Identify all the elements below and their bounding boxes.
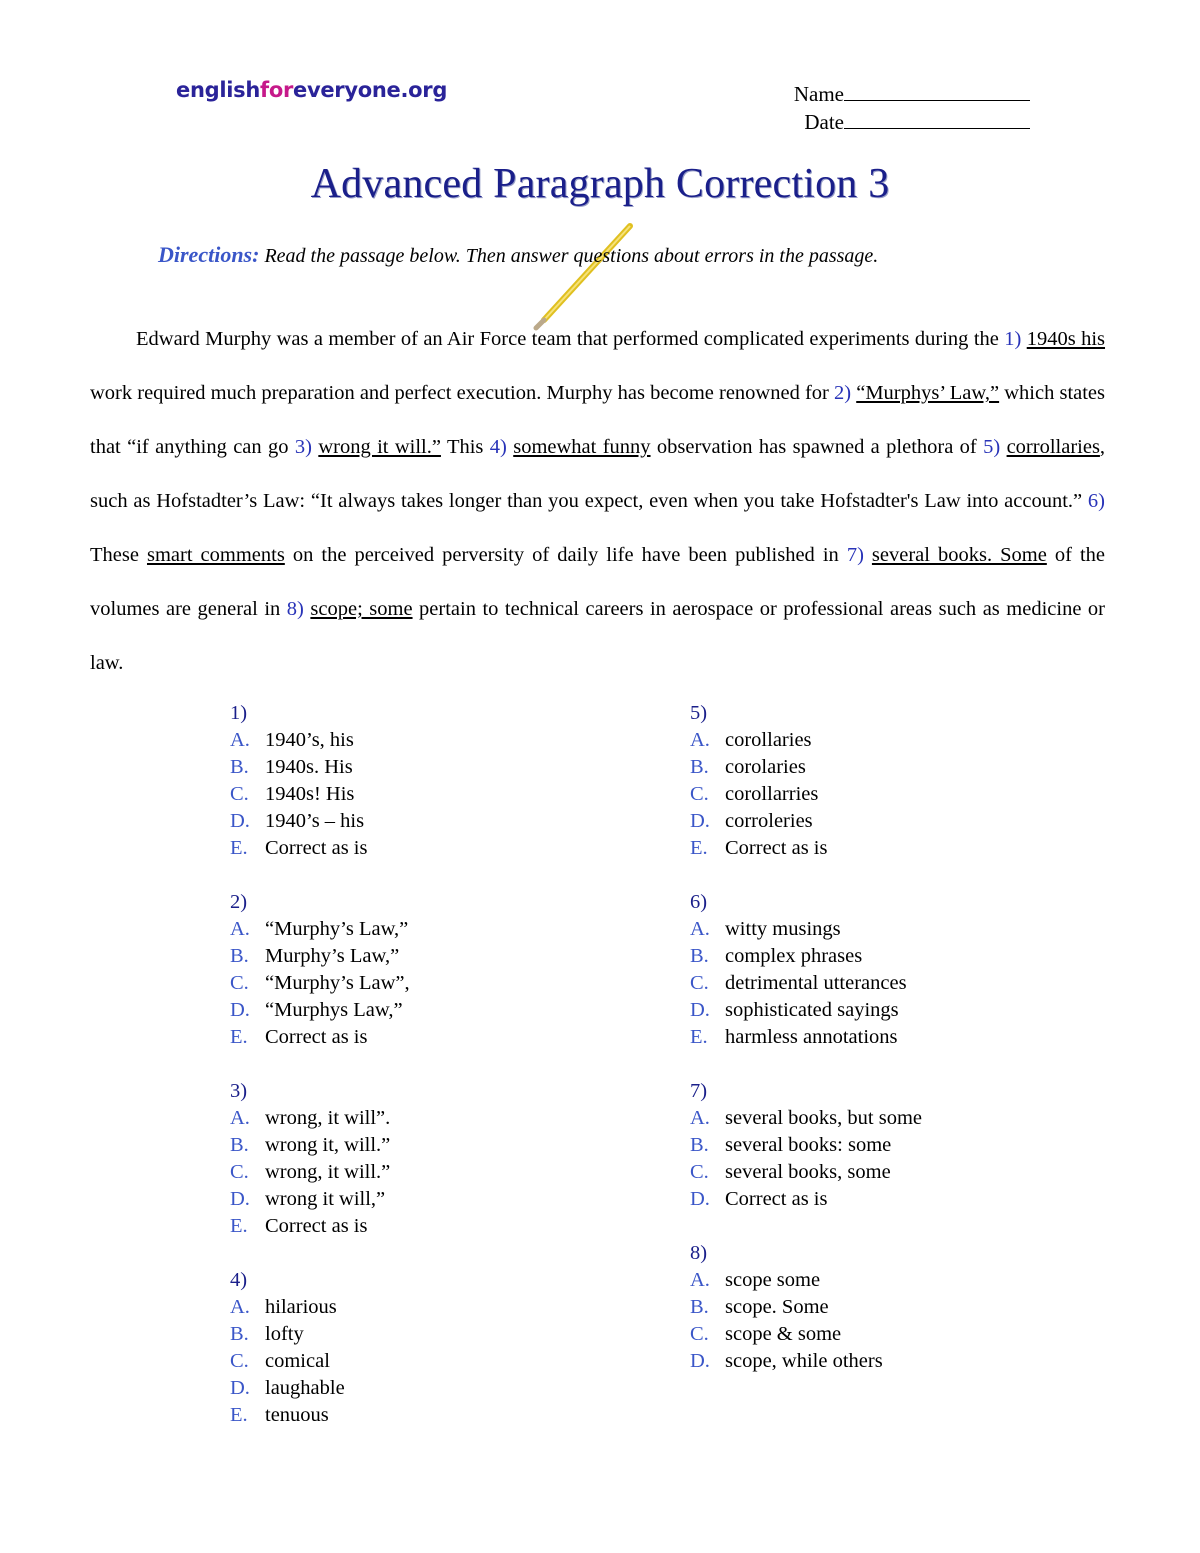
answer-option[interactable]	[690, 781, 922, 808]
answer-option[interactable]	[690, 808, 922, 835]
option-text: laughable	[265, 1377, 345, 1399]
option-text: “Murphy’s Law,”	[265, 918, 409, 940]
answer-option[interactable]	[690, 1132, 922, 1159]
option-text: detrimental utterances	[725, 972, 907, 994]
option-letter: B.	[230, 1323, 249, 1345]
option-letter: C.	[230, 972, 249, 994]
answer-option[interactable]	[230, 835, 410, 862]
name-line	[760, 80, 1030, 108]
option-text: Correct as is	[265, 837, 368, 859]
option-text: scope. Some	[725, 1296, 829, 1318]
option-letter: B.	[230, 756, 249, 778]
option-text: 1940s. His	[265, 756, 353, 778]
option-letter: D.	[690, 810, 710, 832]
answer-option[interactable]	[230, 1375, 410, 1402]
option-text: harmless annotations	[725, 1026, 898, 1048]
directions	[158, 242, 878, 268]
logo-part-english: english	[176, 78, 260, 102]
option-text: wrong, it will”.	[265, 1107, 391, 1129]
option-letter: A.	[690, 918, 710, 940]
answer-option[interactable]	[690, 943, 922, 970]
directions-text: Read the passage below. Then answer questions about errors in the passage.	[259, 245, 879, 267]
underlined-1: 1940s his	[1026, 328, 1106, 350]
answer-option[interactable]	[230, 1402, 410, 1429]
answer-option[interactable]	[690, 1267, 922, 1294]
marker-4: 4)	[489, 436, 507, 458]
option-text: Correct as is	[265, 1026, 368, 1048]
option-text: Correct as is	[725, 837, 828, 859]
passage-text: , such as Hofstadter’s Law: “It always takes longer than you expect, even when you take Hofstadter's Law into account.”	[90, 436, 1106, 512]
logo-part-for: for	[259, 78, 294, 102]
option-letter: A.	[690, 729, 710, 751]
answer-option[interactable]	[690, 1348, 922, 1375]
option-text: corolaries	[725, 756, 806, 778]
answer-option[interactable]	[690, 997, 922, 1024]
option-text: wrong it will,”	[265, 1188, 386, 1210]
passage-paragraph	[90, 312, 1105, 690]
question-6	[690, 889, 922, 1051]
answer-option[interactable]	[230, 1213, 410, 1240]
option-letter: D.	[230, 1377, 250, 1399]
option-letter: A.	[690, 1269, 710, 1291]
underlined-3: wrong it will.”	[318, 436, 441, 458]
option-text: tenuous	[265, 1404, 329, 1426]
question-2	[230, 889, 410, 1051]
answer-option[interactable]	[230, 1348, 410, 1375]
option-text: scope & some	[725, 1323, 842, 1345]
option-letter: E.	[230, 1215, 248, 1237]
option-text: “Murphy’s Law”,	[265, 972, 410, 994]
passage-text: Edward Murphy was a member of an Air Force team that performed complicated experiments during the	[136, 328, 1005, 350]
option-letter: E.	[230, 837, 248, 859]
answer-option[interactable]	[230, 808, 410, 835]
answer-option[interactable]	[230, 997, 410, 1024]
passage-text: on the perceived perversity of daily life have been published in	[284, 544, 847, 566]
passage-text: This	[440, 436, 490, 458]
page-title: Advanced Paragraph Correction 3	[310, 161, 890, 207]
option-letter: A.	[230, 729, 250, 751]
answer-option[interactable]	[690, 1105, 922, 1132]
question-8	[690, 1240, 922, 1375]
answer-option[interactable]	[230, 1132, 410, 1159]
marker-3: 3)	[294, 436, 312, 458]
answer-option[interactable]	[230, 754, 410, 781]
answer-option[interactable]	[690, 916, 922, 943]
option-letter: D.	[230, 999, 250, 1021]
question-5	[690, 700, 922, 862]
marker-7: 7)	[846, 544, 864, 566]
option-letter: C.	[230, 783, 249, 805]
marker-5: 5)	[983, 436, 1001, 458]
question-number: 8)	[690, 1242, 708, 1264]
option-text: comical	[265, 1350, 330, 1372]
option-text: 1940s! His	[265, 783, 355, 805]
question-number: 2)	[230, 891, 248, 913]
answer-option[interactable]	[690, 754, 922, 781]
option-text: Murphy’s Law,”	[265, 945, 400, 967]
option-letter: C.	[230, 1161, 249, 1183]
answer-option[interactable]	[690, 1159, 922, 1186]
answer-option[interactable]	[230, 1024, 410, 1051]
option-letter: B.	[690, 945, 709, 967]
option-text: sophisticated sayings	[725, 999, 899, 1021]
question-number: 1)	[230, 702, 248, 724]
option-text: scope some	[725, 1269, 821, 1291]
passage-text: pertain to technical careers in aerospace or professional areas such as medicine or law.	[90, 598, 1105, 674]
option-letter: E.	[690, 1026, 708, 1048]
answer-option[interactable]	[230, 970, 410, 997]
option-text: “Murphys Law,”	[265, 999, 403, 1021]
date-blank	[844, 112, 1030, 129]
question-3	[230, 1078, 410, 1240]
option-text: several books, some	[725, 1161, 891, 1183]
option-letter: D.	[230, 810, 250, 832]
option-text: Correct as is	[725, 1188, 828, 1210]
answer-option[interactable]	[230, 943, 410, 970]
option-letter: B.	[690, 756, 709, 778]
option-text: lofty	[265, 1323, 304, 1345]
option-text: scope, while others	[725, 1350, 883, 1372]
option-letter: A.	[230, 918, 250, 940]
underlined-7: several books. Some	[871, 544, 1047, 566]
option-letter: D.	[690, 1188, 710, 1210]
answer-option[interactable]	[230, 727, 410, 754]
option-letter: D.	[690, 1350, 710, 1372]
answer-option[interactable]	[690, 1186, 922, 1213]
answer-option[interactable]	[230, 781, 410, 808]
question-4	[230, 1267, 410, 1429]
answer-option[interactable]	[690, 1024, 922, 1051]
option-text: corollarries	[725, 783, 819, 805]
name-blank	[844, 84, 1030, 101]
option-letter: C.	[690, 783, 709, 805]
answer-option[interactable]	[230, 1186, 410, 1213]
answer-option[interactable]	[230, 1294, 410, 1321]
answer-option[interactable]	[230, 1159, 410, 1186]
option-text: 1940’s, his	[265, 729, 354, 751]
answer-option[interactable]	[690, 1321, 922, 1348]
marker-2: 2)	[834, 382, 852, 404]
underlined-6: smart comments	[146, 544, 285, 566]
option-letter: B.	[230, 1134, 249, 1156]
answer-option[interactable]	[230, 916, 410, 943]
question-number: 4)	[230, 1269, 248, 1291]
option-letter: B.	[690, 1134, 709, 1156]
marker-6: 6)	[1087, 490, 1105, 512]
marker-1: 1)	[1004, 328, 1022, 350]
option-letter: E.	[230, 1404, 248, 1426]
questions-left-column	[230, 700, 410, 1456]
name-label: Name	[793, 82, 844, 106]
answer-option[interactable]	[230, 1321, 410, 1348]
answer-option[interactable]	[690, 727, 922, 754]
option-letter: E.	[690, 837, 708, 859]
option-text: 1940’s – his	[265, 810, 365, 832]
date-line	[760, 108, 1030, 136]
option-letter: D.	[690, 999, 710, 1021]
underlined-4: somewhat funny	[513, 436, 651, 458]
question-number: 7)	[690, 1080, 708, 1102]
marker-8: 8)	[286, 598, 304, 620]
option-text: Correct as is	[265, 1215, 368, 1237]
option-letter: C.	[690, 1323, 709, 1345]
option-letter: D.	[230, 1188, 250, 1210]
option-letter: B.	[690, 1296, 709, 1318]
option-text: several books, but some	[725, 1107, 922, 1129]
option-text: corollaries	[725, 729, 812, 751]
option-letter: C.	[690, 972, 709, 994]
underlined-2: “Murphys’ Law,”	[856, 382, 1000, 404]
question-number: 6)	[690, 891, 708, 913]
option-letter: A.	[230, 1296, 250, 1318]
passage-text: These	[90, 544, 147, 566]
site-logo	[176, 78, 447, 102]
passage-text: observation has spawned a plethora of	[650, 436, 984, 458]
underlined-5: corrollaries	[1006, 436, 1100, 458]
option-letter: A.	[690, 1107, 710, 1129]
passage-text: which states that “if anything can go	[90, 382, 1106, 458]
passage-text: of the volumes are general in	[90, 544, 1106, 620]
passage	[90, 312, 1105, 690]
directions-label: Directions:	[158, 242, 260, 267]
option-letter: E.	[230, 1026, 248, 1048]
option-letter: C.	[230, 1350, 249, 1372]
option-letter: A.	[230, 1107, 250, 1129]
question-number: 3)	[230, 1080, 248, 1102]
question-number: 5)	[690, 702, 708, 724]
option-text: witty musings	[725, 918, 841, 940]
option-text: corroleries	[725, 810, 813, 832]
name-date-block	[760, 80, 1030, 136]
questions-right-column	[690, 700, 922, 1402]
option-text: wrong it, will.”	[265, 1134, 391, 1156]
answer-option[interactable]	[690, 1294, 922, 1321]
answer-option[interactable]	[230, 1105, 410, 1132]
option-text: complex phrases	[725, 945, 863, 967]
passage-text: work required much preparation and perfect execution. Murphy has become renowned for	[90, 382, 834, 404]
logo-part-everyone: everyone.org	[293, 78, 448, 102]
question-7	[690, 1078, 922, 1213]
underlined-8: scope; some	[310, 598, 413, 620]
option-text: hilarious	[265, 1296, 337, 1318]
answer-option[interactable]	[690, 970, 922, 997]
option-text: several books: some	[725, 1134, 892, 1156]
question-1	[230, 700, 410, 862]
option-text: wrong, it will.”	[265, 1161, 391, 1183]
option-letter: B.	[230, 945, 249, 967]
date-label: Date	[804, 110, 844, 134]
option-letter: C.	[690, 1161, 709, 1183]
answer-option[interactable]	[690, 835, 922, 862]
